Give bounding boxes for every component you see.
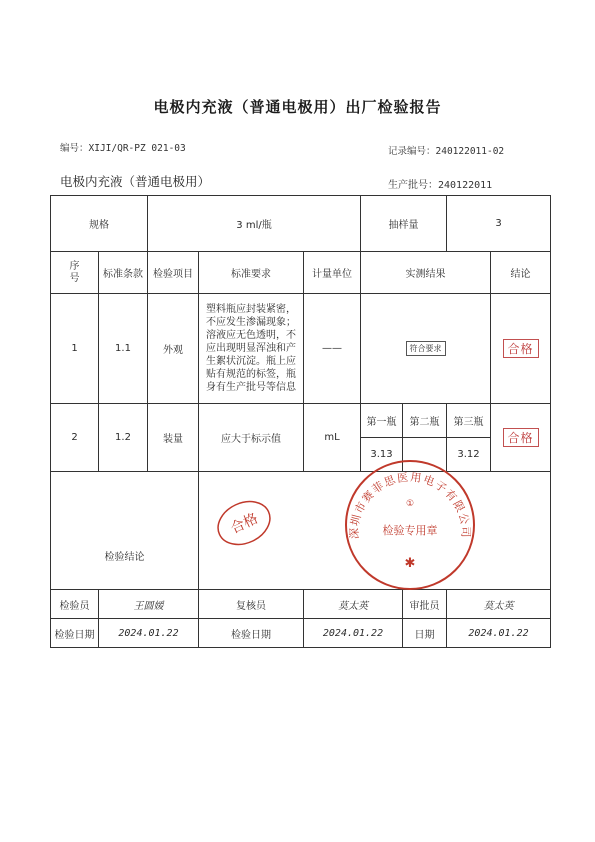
record-number [388, 143, 504, 157]
date-label-3: 日期 [403, 619, 447, 648]
product-name: 电极内充液（普通电极用） [60, 174, 211, 189]
record-number-value: 240122011-02 [435, 146, 505, 157]
doc-number-value: XIJI/QR-PZ 021-03 [88, 143, 186, 154]
col-result: 实测结果 [361, 252, 491, 294]
header-row [51, 252, 551, 294]
row2-trial-3: 第三瓶 [447, 404, 491, 438]
batch-number-label: 生产批号： [388, 180, 438, 191]
col-unit: 计量单位 [304, 252, 361, 294]
row1-result-stamp: 符合要求 [406, 341, 446, 356]
date-value-2: 2024.01.22 [304, 619, 403, 648]
seal-ring-text: 深圳市赛菲思医用电子有限公司 [347, 470, 473, 539]
row1-clause: 1.1 [99, 294, 148, 404]
date-label-1: 检验日期 [51, 619, 99, 648]
spec-value: 3 ml/瓶 [148, 196, 361, 252]
report-title: 电极内充液（普通电极用）出厂检验报告 [153, 98, 442, 116]
seal-symbol: ① [405, 499, 415, 509]
row2-item: 装量 [148, 404, 199, 472]
row1-conclusion-stamp: 合格 [503, 339, 539, 358]
row2-unit: mL [304, 404, 361, 472]
table-row [51, 294, 551, 404]
row2-trial-2: 第二瓶 [403, 404, 447, 438]
row1-result [361, 294, 491, 404]
spec-row [51, 196, 551, 252]
date-row [51, 619, 551, 648]
row1-unit: —— [304, 294, 361, 404]
doc-number-label: 编号： [60, 143, 89, 154]
row2-value-1: 3.13 [361, 438, 403, 472]
approver-label: 审批员 [403, 590, 447, 619]
row2-value-3: 3.12 [447, 438, 491, 472]
verdict-label: 检验结论 [51, 472, 199, 590]
row2-seq: 2 [51, 404, 99, 472]
reviewer-signature: 莫太英 [304, 590, 403, 619]
inspector-label: 检验员 [51, 590, 99, 619]
table-row [51, 404, 551, 438]
date-value-1: 2024.01.22 [99, 619, 199, 648]
row2-trial-1: 第一瓶 [361, 404, 403, 438]
col-item: 检验项目 [148, 252, 199, 294]
row2-requirement: 应大于标示值 [199, 404, 304, 472]
row1-seq: 1 [51, 294, 99, 404]
sample-label: 抽样量 [361, 196, 447, 252]
sample-value: 3 [447, 196, 551, 252]
pass-stamp [214, 500, 274, 546]
col-requirement: 标准要求 [199, 252, 304, 294]
spec-label: 规格 [51, 196, 148, 252]
record-number-label: 记录编号： [388, 146, 436, 157]
row2-conclusion-stamp: 合格 [503, 428, 539, 447]
col-conclusion: 结论 [491, 252, 551, 294]
approver-signature: 莫太英 [447, 590, 551, 619]
batch-number-value: 240122011 [438, 180, 493, 191]
date-value-3: 2024.01.22 [447, 619, 551, 648]
col-seq [51, 252, 99, 294]
row1-requirement: 塑料瓶应封装紧密，不应发生渗漏现象；溶液应无色透明，不应出现明显浑浊和产生絮状沉淀。瓶上应贴有规范的标签，瓶身有生产批号等信息 [199, 294, 304, 404]
col-clause: 标准条款 [99, 252, 148, 294]
inspection-seal [340, 455, 480, 595]
row2-clause: 1.2 [99, 404, 148, 472]
reviewer-label: 复核员 [199, 590, 304, 619]
row1-conclusion [491, 294, 551, 404]
row1-item: 外观 [148, 294, 199, 404]
seal-star-icon: ✱ [404, 556, 416, 571]
doc-number [60, 140, 186, 154]
seal-center-text: 检验专用章 [382, 524, 438, 537]
col-seq-label: 序号 [69, 260, 80, 284]
row2-conclusion [491, 404, 551, 472]
date-label-2: 检验日期 [199, 619, 304, 648]
inspector-signature: 王圆媛 [99, 590, 199, 619]
pass-stamp-text: 合格 [228, 510, 261, 538]
batch-number [388, 176, 492, 191]
